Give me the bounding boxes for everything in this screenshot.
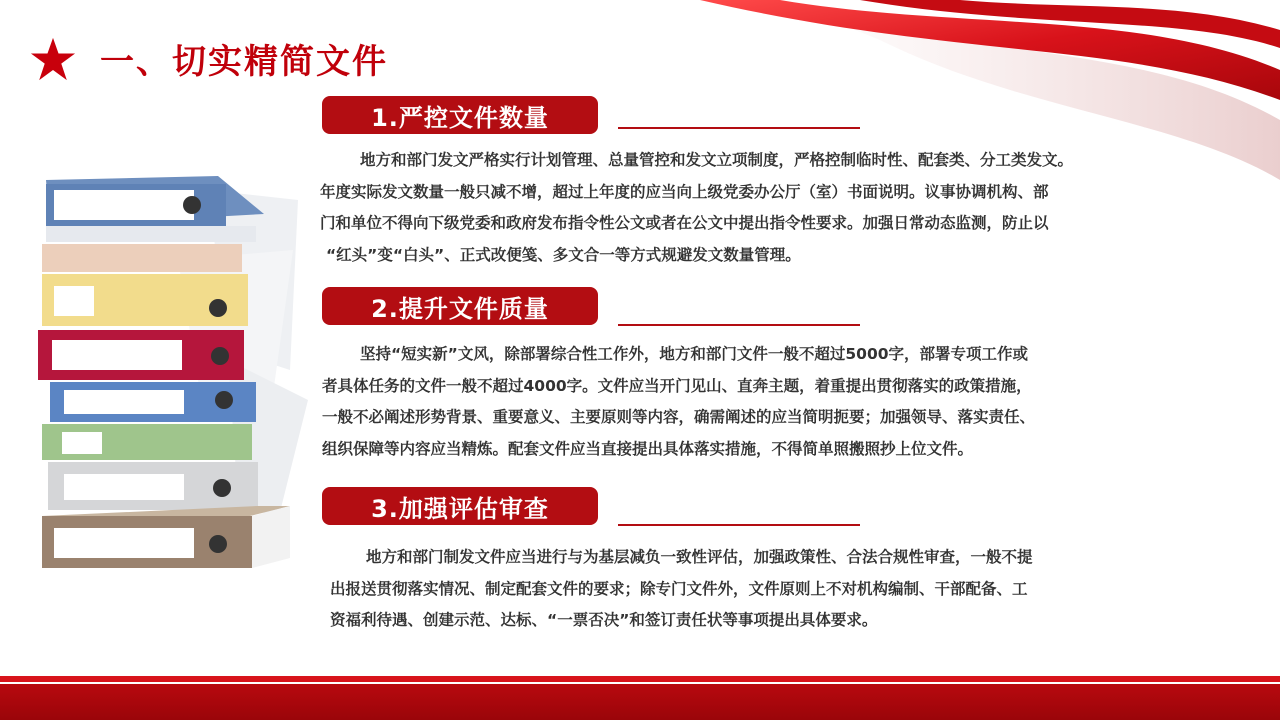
section-body-3 xyxy=(330,542,1033,637)
section-header-1: 1.严控文件数量 xyxy=(322,96,598,134)
section-body-2 xyxy=(322,339,1035,465)
paragraph-line: 一般不必阐述形势背景、重要意义、主要原则等内容，确需阐述的应当简明扼要；加强领导、落实责任、 xyxy=(322,408,1036,426)
paragraph-line: 地方和部门发文严格实行计划管理、总量管控和发文立项制度，严格控制临时性、配套类、分工类发文。 xyxy=(360,151,1074,169)
section-body-1 xyxy=(320,145,1073,271)
paragraph-line: 坚持“短实新”文风，除部署综合性工作外，地方和部门文件一般不超过5000字，部署专项工作或 xyxy=(360,345,1029,363)
paragraph-line: 出报送贯彻落实情况、制定配套文件的要求；除专门文件外，文件原则上不对机构编制、干部配备、工 xyxy=(330,579,1028,598)
paragraph-line: 门和单位不得向下级党委和政府发布指令性公文或者在公文中提出指令性要求。加强日常动态监测，防止以 xyxy=(320,214,1049,232)
paragraph-line: 地方和部门制发文件应当进行与为基层减负一致性评估，加强政策性、合法合规性审查，一般不提 xyxy=(366,548,1033,566)
section-header-3: 3.加强评估审查 xyxy=(322,487,598,525)
paragraph-line: “红头”变“白头”、正式改便笺、多文合一等方式规避发文数量管理。 xyxy=(326,245,801,264)
section-divider-3 xyxy=(618,524,860,526)
section-divider-1 xyxy=(618,127,860,129)
page-title: 一、切实精简文件 xyxy=(100,42,388,82)
paragraph-line: 者具体任务的文件一般不超过4000字。文件应当开门见山、直奔主题，着重提出贯彻落实的政策措施， xyxy=(322,376,1032,395)
binders-illustration xyxy=(28,170,318,580)
bottom-bar xyxy=(0,684,1280,720)
paragraph-line: 组织保障等内容应当精炼。配套文件应当直接提出具体落实措施，不得简单照搬照抄上位文件。 xyxy=(322,439,974,458)
star-icon xyxy=(30,36,76,82)
paragraph-line: 资福利待遇、创建示范、达标、“一票否决”和签订责任状等事项提出具体要求。 xyxy=(330,611,878,629)
bottom-accent-line xyxy=(0,676,1280,682)
section-header-2: 2.提升文件质量 xyxy=(322,287,598,325)
paragraph-line: 年度实际发文数量一般只减不增，超过上年度的应当向上级党委办公厅（室）书面说明。议事协调机构、部 xyxy=(320,182,1049,201)
section-divider-2 xyxy=(618,324,860,326)
